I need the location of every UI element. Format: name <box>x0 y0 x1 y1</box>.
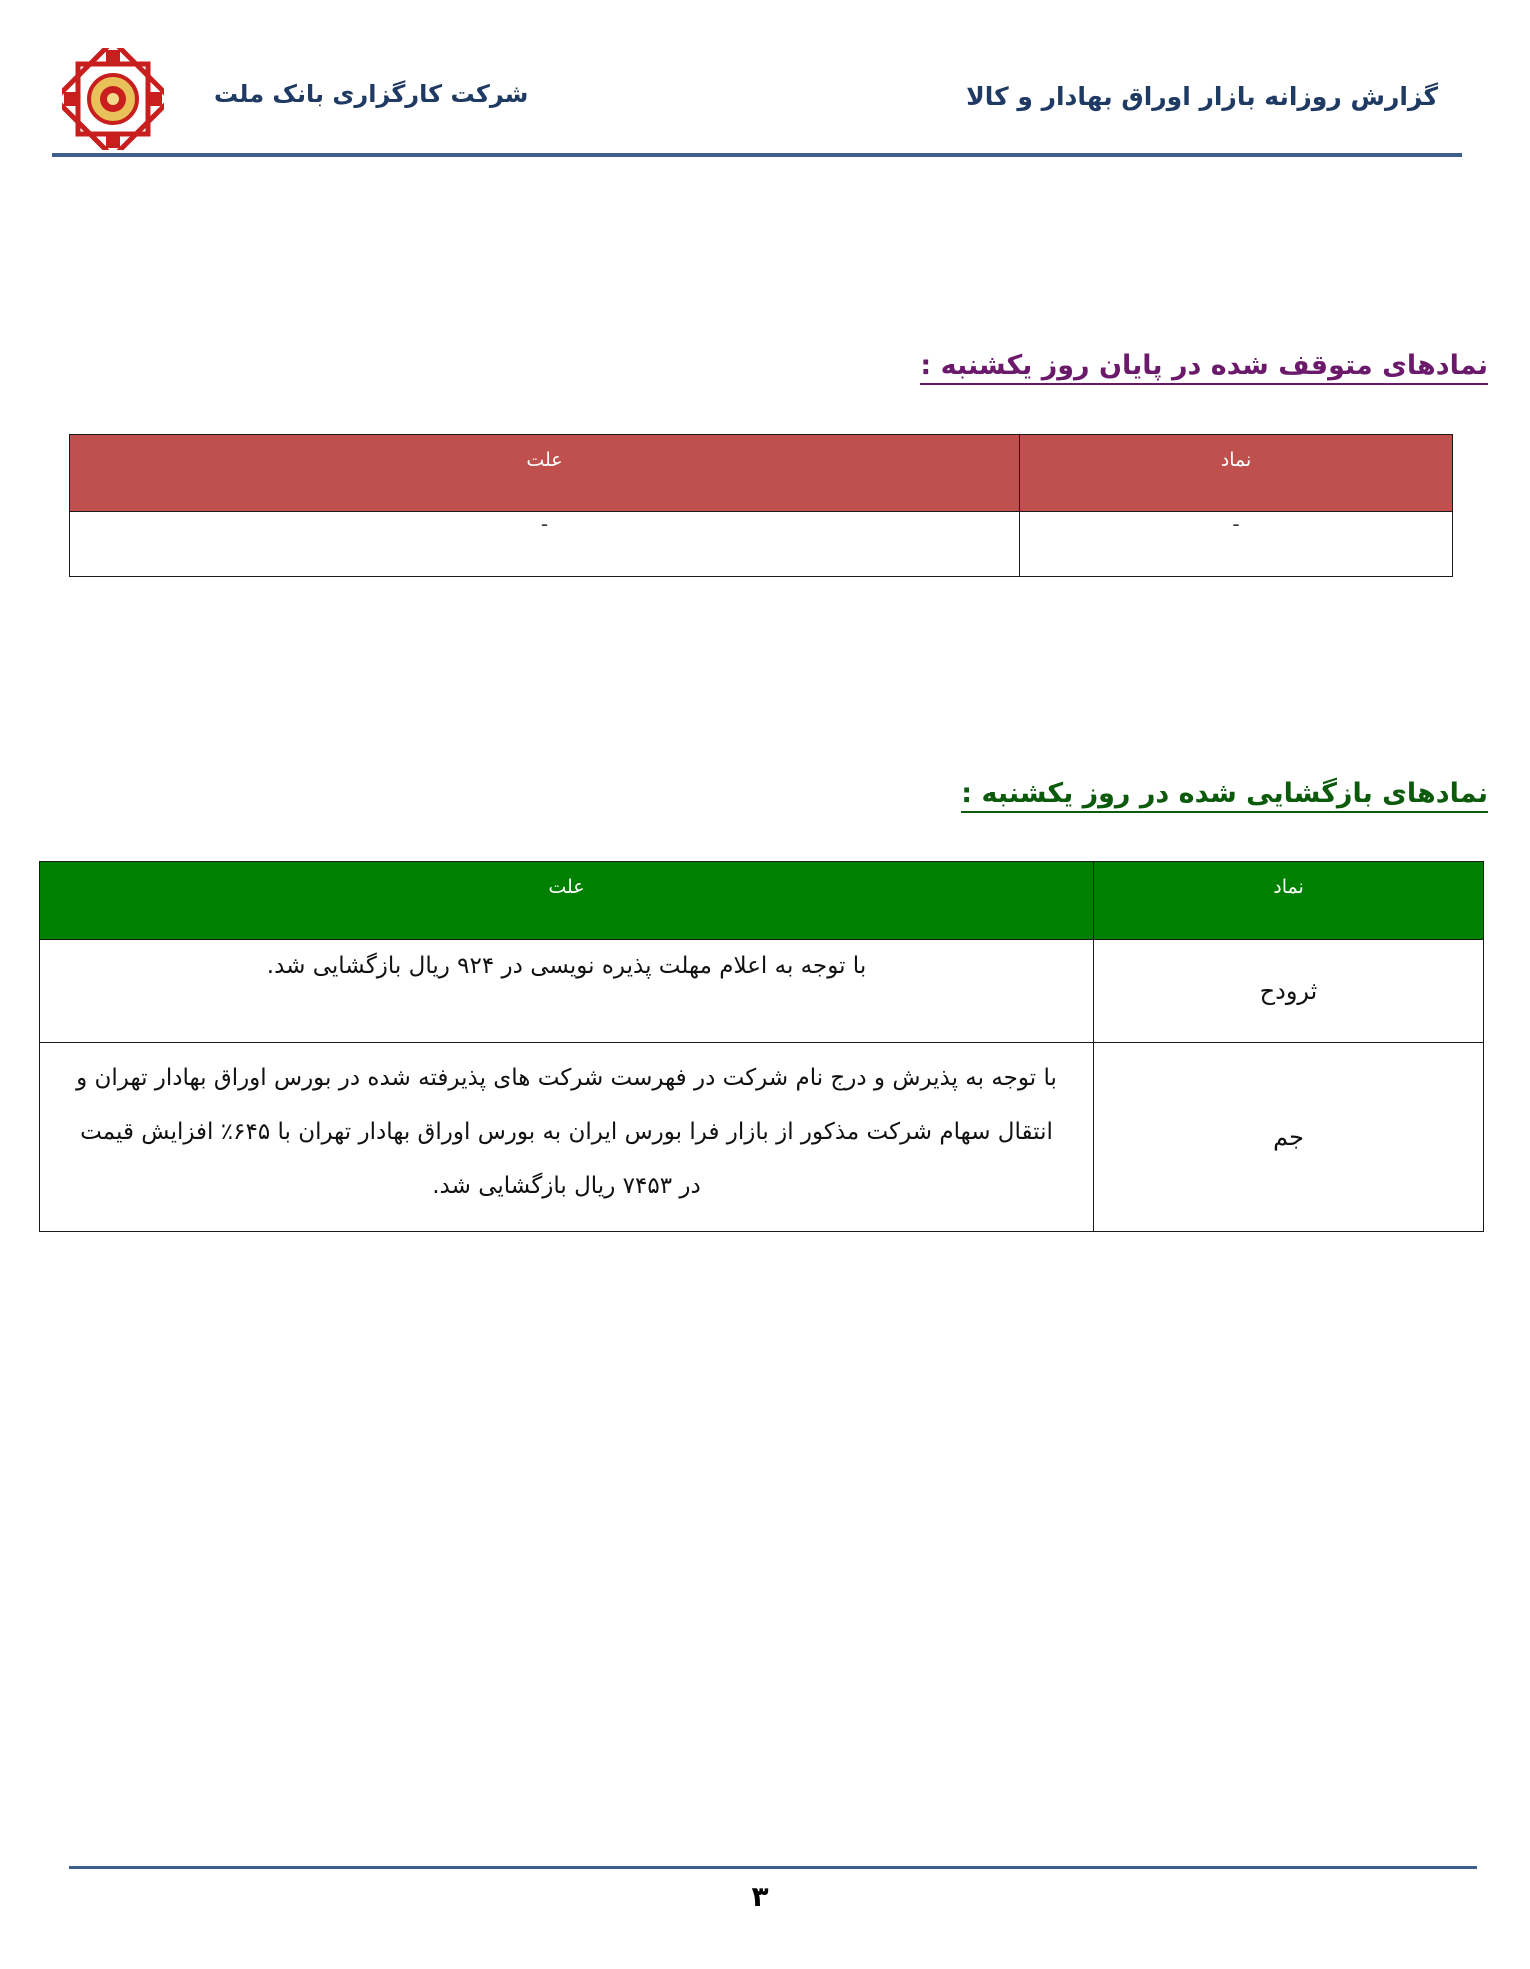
table-header-row <box>70 435 1453 512</box>
reopened-symbols-heading: نمادهای بازگشایی شده در روز یکشنبه : <box>961 778 1488 813</box>
symbol-cell: ثرودح <box>1094 940 1484 1043</box>
symbol-cell: جم <box>1094 1043 1484 1232</box>
table-row <box>40 1043 1484 1232</box>
reopened-symbols-table <box>39 861 1484 1232</box>
report-title: گزارش روزانه بازار اوراق بهادار و کالا <box>966 82 1438 111</box>
column-header-reason: علت <box>70 435 1020 512</box>
table-row <box>70 512 1453 577</box>
footer-divider <box>69 1866 1477 1869</box>
column-header-reason: علت <box>40 862 1094 940</box>
header-divider <box>52 153 1462 157</box>
suspended-symbols-heading: نمادهای متوقف شده در پایان روز یکشنبه : <box>920 350 1488 385</box>
table-row <box>40 940 1484 1043</box>
suspended-symbols-table <box>69 434 1453 577</box>
column-header-symbol: نماد <box>1094 862 1484 940</box>
table-header-row <box>40 862 1484 940</box>
reason-cell: - <box>70 512 1020 577</box>
page-number: ۳ <box>751 1880 769 1913</box>
company-name: شرکت کارگزاری بانک ملت <box>214 80 529 108</box>
reason-cell: با توجه به اعلام مهلت پذیره نویسی در ۹۲۴ ریال بازگشایی شد. <box>40 940 1094 1043</box>
symbol-cell: - <box>1020 512 1453 577</box>
column-header-symbol: نماد <box>1020 435 1453 512</box>
bank-mellat-logo <box>62 48 164 150</box>
reason-cell: با توجه به پذیرش و درج نام شرکت در فهرست شرکت های پذیرفته شده در بورس اوراق بهادار تهران و انتقال سهام شرکت مذکور از بازار فرا بورس ایران به بورس اوراق بهادار تهران با ۶۴۵٪ افزایش قیمت در ۷۴۵۳ ریال بازگشایی شد. <box>40 1043 1094 1232</box>
